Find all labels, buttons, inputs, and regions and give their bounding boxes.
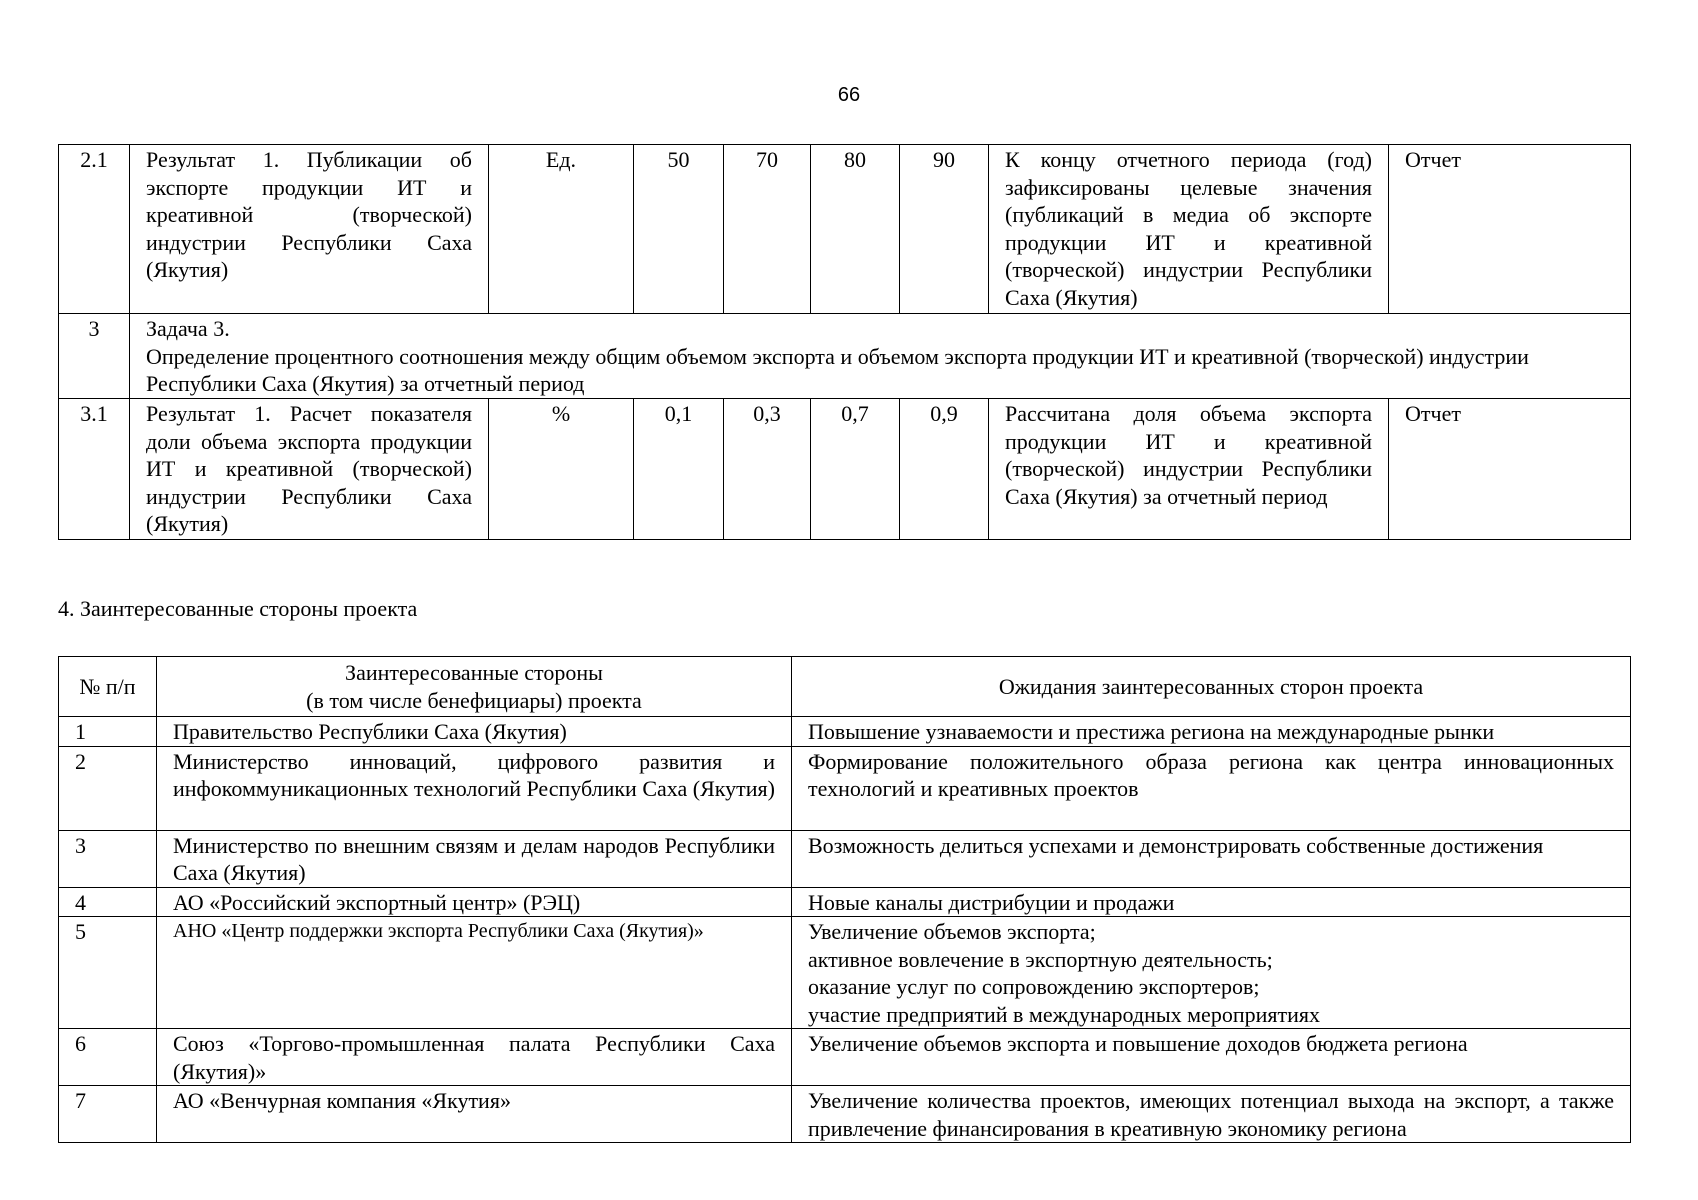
result-name: Результат 1. Публикации об экспорте продукции ИТ и креативной (творческой) индустрии Республики Саха (Якутия) (130, 145, 489, 314)
party-name: АО «Венчурная компания «Якутия» (157, 1086, 792, 1143)
party-name: АО «Российский экспортный центр» (РЭЦ) (157, 887, 792, 917)
row-num: 4 (59, 887, 157, 917)
expectation-cell (792, 887, 1631, 917)
result-name: Результат 1. Расчет показателя доли объема экспорта продукции ИТ и креативной (творческой) индустрии Республики Саха (Якутия) (130, 399, 489, 540)
expectation-line: Увеличение объемов экспорта; (808, 919, 1096, 944)
unit: Ед. (489, 145, 634, 314)
value-1: 0,1 (634, 399, 724, 540)
table-row (59, 746, 1631, 830)
result-description: К концу отчетного периода (год) зафиксированы целевые значения (публикаций в медиа об экспорте продукции ИТ и креативной (творческой) индустрии Республики Саха (Якутия) (989, 145, 1389, 314)
result-description: Рассчитана доля объема экспорта продукции ИТ и креативной (творческой) индустрии Республики Саха (Якутия) за отчетный период (989, 399, 1389, 540)
expectation-cell (792, 830, 1631, 887)
row-id: 3.1 (59, 399, 130, 540)
row-num: 2 (59, 746, 157, 830)
expectation-line: Возможность делиться успехами и демонстрировать собственные достижения (808, 832, 1544, 858)
party-name: Министерство по внешним связям и делам народов Республики Саха (Якутия) (157, 830, 792, 887)
row-num: 5 (59, 917, 157, 1029)
party-name: Министерство инноваций, цифрового развития и инфокоммуникационных технологий Республики Саха (Якутия) (157, 746, 792, 830)
value-3: 80 (811, 145, 900, 314)
value-1: 50 (634, 145, 724, 314)
column-header-expectations: Ожидания заинтересованных сторон проекта (792, 657, 1631, 717)
table-row (59, 399, 1631, 540)
expectation-line: оказание услуг по сопровождению экспортеров; (808, 974, 1260, 999)
expectation-cell (792, 917, 1631, 1029)
expectation-line: участие предприятий в международных мероприятиях (808, 1001, 1320, 1027)
page-number: 66 (837, 84, 861, 106)
row-num: 6 (59, 1029, 157, 1086)
value-2: 70 (724, 145, 811, 314)
party-header-line2: (в том числе бенефициары) проекта (306, 687, 642, 713)
results-table (58, 144, 1631, 540)
column-header-party (157, 657, 792, 717)
expectation-line: Новые каналы дистрибуции и продажи (808, 889, 1175, 915)
expectation-cell (792, 746, 1631, 830)
row-num: 1 (59, 717, 157, 747)
expectation-line: Повышение узнаваемости и престижа региона на международные рынки (808, 719, 1495, 744)
expectation-line: Увеличение объемов экспорта и повышение доходов бюджета региона (808, 1031, 1468, 1056)
party-name: Союз «Торгово-промышленная палата Республики Саха (Якутия)» (157, 1029, 792, 1086)
party-header-line1: Заинтересованные стороны (345, 660, 603, 685)
expectation-line: Формирование положительного образа региона как центра инновационных технологий и креативных проектов (808, 748, 1614, 801)
value-4: 0,9 (900, 399, 989, 540)
party-name: АНО «Центр поддержки экспорта Республики Саха (Якутия)» (157, 917, 792, 1029)
table-row (59, 830, 1631, 887)
expectation-cell (792, 1029, 1631, 1086)
value-4: 90 (900, 145, 989, 314)
party-name: Правительство Республики Саха (Якутия) (157, 717, 792, 747)
expectation-cell (792, 1086, 1631, 1143)
column-header-num: № п/п (59, 657, 157, 717)
expectation-line: Увеличение количества проектов, имеющих потенциал выхода на экспорт, а также привлечение финансирования в креативную экономику региона (808, 1088, 1614, 1141)
row-id: 2.1 (59, 145, 130, 314)
task-text: Определение процентного соотношения между общим объемом экспорта и объемом экспорта продукции ИТ и креативной (творческой) индустрии Республики Саха (Якутия) за отчетный период (146, 343, 1529, 396)
value-3: 0,7 (811, 399, 900, 540)
task-row (59, 314, 1631, 399)
report-type: Отчет (1389, 399, 1631, 540)
table-header-row (59, 657, 1631, 717)
task-cell (130, 314, 1631, 399)
task-title: Задача 3. (146, 316, 230, 341)
table-row (59, 1029, 1631, 1086)
table-row (59, 1086, 1631, 1143)
table-row (59, 917, 1631, 1029)
expectation-line: активное вовлечение в экспортную деятельность; (808, 946, 1273, 972)
row-num: 3 (59, 830, 157, 887)
report-type: Отчет (1389, 145, 1631, 314)
table-row (59, 887, 1631, 917)
section-heading: 4. Заинтересованные стороны проекта (58, 596, 418, 621)
expectation-cell (792, 717, 1631, 747)
value-2: 0,3 (724, 399, 811, 540)
table-row (59, 145, 1631, 314)
unit: % (489, 399, 634, 540)
stakeholders-table (58, 656, 1631, 1143)
row-num: 7 (59, 1086, 157, 1143)
task-id: 3 (59, 314, 130, 399)
table-row (59, 717, 1631, 747)
